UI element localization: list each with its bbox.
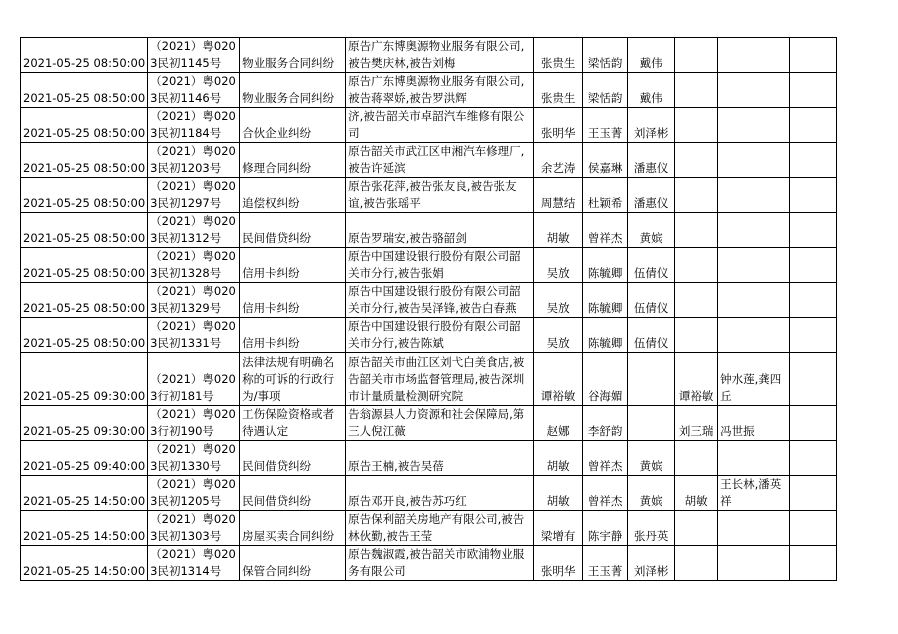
clerk-cell[interactable]: 李舒韵: [583, 406, 628, 441]
table-row[interactable]: [21, 178, 837, 213]
extra-column-1-cell[interactable]: [675, 143, 718, 178]
assistant-cell[interactable]: 潘惠仪: [628, 178, 675, 213]
parties-cell[interactable]: 原告广东博奥源物业服务有限公司,被告蒋翠娇,被告罗洪辉: [346, 73, 534, 108]
extra-column-1-cell[interactable]: [675, 511, 718, 546]
parties-cell[interactable]: 原告邓开良,被告苏巧红: [346, 476, 534, 511]
extra-column-2-cell[interactable]: [718, 143, 790, 178]
extra-column-2-cell[interactable]: [718, 38, 790, 73]
assistant-cell[interactable]: 刘泽彬: [628, 108, 675, 143]
table-row[interactable]: [21, 546, 837, 581]
parties-cell[interactable]: 原告韶关市武江区申湘汽车修理厂,被告许延滨: [346, 143, 534, 178]
case-cause-cell[interactable]: 追偿权纠纷: [240, 178, 346, 213]
extra-column-1-cell[interactable]: [675, 38, 718, 73]
clerk-cell[interactable]: 曾祥杰: [583, 441, 628, 476]
table-row[interactable]: [21, 476, 837, 511]
extra-column-2-cell[interactable]: [718, 441, 790, 476]
parties-cell[interactable]: 原告王楠,被告吴蓓: [346, 441, 534, 476]
presiding-judge-cell[interactable]: 梁增有: [534, 511, 583, 546]
case-cause-cell[interactable]: 修理合同纠纷: [240, 143, 346, 178]
case-number-cell[interactable]: （2021）粤0203民初1303号: [148, 511, 240, 546]
case-number-cell[interactable]: （2021）粤0203行初181号: [148, 353, 240, 406]
parties-cell[interactable]: 原告保利韶关房地产有限公司,被告林伙勤,被告王莹: [346, 511, 534, 546]
parties-cell[interactable]: 原告罗瑞安,被告骆韶剑: [346, 213, 534, 248]
extra-column-3-cell[interactable]: [790, 248, 837, 283]
presiding-judge-cell[interactable]: 张明华: [534, 108, 583, 143]
case-cause-cell[interactable]: 物业服务合同纠纷: [240, 38, 346, 73]
hearing-schedule-table: [20, 37, 837, 581]
case-cause-cell[interactable]: 法律法规有明确名称的可诉的行政行为/事项: [240, 353, 346, 406]
extra-column-2-cell[interactable]: 钟水莲,龚四丘: [718, 353, 790, 406]
extra-column-2-cell[interactable]: [718, 283, 790, 318]
parties-cell[interactable]: 济,被告韶关市卓韶汽车维修有限公司: [346, 108, 534, 143]
assistant-cell[interactable]: 刘泽彬: [628, 546, 675, 581]
extra-column-1-cell[interactable]: [675, 73, 718, 108]
extra-column-1-cell[interactable]: [675, 283, 718, 318]
extra-column-1-cell[interactable]: [675, 248, 718, 283]
table-row[interactable]: [21, 38, 837, 73]
extra-column-3-cell[interactable]: [790, 73, 837, 108]
hearing-time-cell[interactable]: 2021-05-25 09:30:00: [21, 353, 148, 406]
extra-column-3-cell[interactable]: [790, 178, 837, 213]
parties-cell[interactable]: 原告韶关市曲江区刘弋白美食店,被告韶关市市场监督管理局,被告深圳市计量质量检测研究院: [346, 353, 534, 406]
assistant-cell[interactable]: [628, 406, 675, 441]
extra-column-3-cell[interactable]: [790, 546, 837, 581]
extra-column-1-cell[interactable]: [675, 318, 718, 353]
clerk-cell[interactable]: 王玉菁: [583, 108, 628, 143]
presiding-judge-cell[interactable]: 赵娜: [534, 406, 583, 441]
presiding-judge-cell[interactable]: 谭裕敏: [534, 353, 583, 406]
presiding-judge-cell[interactable]: 胡敏: [534, 476, 583, 511]
extra-column-2-cell[interactable]: 冯世振: [718, 406, 790, 441]
table-row[interactable]: [21, 283, 837, 318]
presiding-judge-cell[interactable]: 周慧结: [534, 178, 583, 213]
clerk-cell[interactable]: 梁恬韵: [583, 38, 628, 73]
extra-column-2-cell[interactable]: [718, 213, 790, 248]
extra-column-2-cell[interactable]: [718, 511, 790, 546]
extra-column-3-cell[interactable]: [790, 108, 837, 143]
assistant-cell[interactable]: 戴伟: [628, 38, 675, 73]
parties-cell[interactable]: 原告广东博奥源物业服务有限公司,被告樊庆林,被告刘梅: [346, 38, 534, 73]
extra-column-3-cell[interactable]: [790, 511, 837, 546]
case-number-cell[interactable]: （2021）粤0203民初1184号: [148, 108, 240, 143]
assistant-cell[interactable]: 黄嫔: [628, 441, 675, 476]
hearing-time-cell[interactable]: 2021-05-25 09:30:00: [21, 406, 148, 441]
clerk-cell[interactable]: 杜颖希: [583, 178, 628, 213]
table-row[interactable]: [21, 353, 837, 406]
presiding-judge-cell[interactable]: 吴放: [534, 283, 583, 318]
table-row[interactable]: [21, 406, 837, 441]
assistant-cell[interactable]: 伍倩仪: [628, 248, 675, 283]
case-cause-cell[interactable]: 信用卡纠纷: [240, 283, 346, 318]
parties-cell[interactable]: 原告中国建设银行股份有限公司韶关市分行,被告吴泽锋,被告白春燕: [346, 283, 534, 318]
extra-column-3-cell[interactable]: [790, 406, 837, 441]
extra-column-1-cell[interactable]: 谭裕敏: [675, 353, 718, 406]
hearing-time-cell[interactable]: 2021-05-25 08:50:00: [21, 318, 148, 353]
case-cause-cell[interactable]: 合伙企业纠纷: [240, 108, 346, 143]
extra-column-3-cell[interactable]: [790, 441, 837, 476]
case-cause-cell[interactable]: 民间借贷纠纷: [240, 213, 346, 248]
table-row[interactable]: [21, 143, 837, 178]
hearing-time-cell[interactable]: 2021-05-25 09:40:00: [21, 441, 148, 476]
extra-column-3-cell[interactable]: [790, 38, 837, 73]
extra-column-2-cell[interactable]: [718, 73, 790, 108]
case-cause-cell[interactable]: 民间借贷纠纷: [240, 441, 346, 476]
clerk-cell[interactable]: 陈毓卿: [583, 318, 628, 353]
case-cause-cell[interactable]: 信用卡纠纷: [240, 248, 346, 283]
extra-column-3-cell[interactable]: [790, 283, 837, 318]
extra-column-1-cell[interactable]: [675, 108, 718, 143]
assistant-cell[interactable]: 张丹英: [628, 511, 675, 546]
case-number-cell[interactable]: （2021）粤0203民初1145号: [148, 38, 240, 73]
extra-column-2-cell[interactable]: [718, 248, 790, 283]
extra-column-1-cell[interactable]: [675, 213, 718, 248]
case-cause-cell[interactable]: 保管合同纠纷: [240, 546, 346, 581]
presiding-judge-cell[interactable]: 吴放: [534, 318, 583, 353]
extra-column-1-cell[interactable]: 胡敏: [675, 476, 718, 511]
hearing-time-cell[interactable]: 2021-05-25 08:50:00: [21, 283, 148, 318]
assistant-cell[interactable]: 戴伟: [628, 73, 675, 108]
hearing-time-cell[interactable]: 2021-05-25 08:50:00: [21, 248, 148, 283]
parties-cell[interactable]: 原告魏淑霞,被告韶关市欧浦物业服务有限公司: [346, 546, 534, 581]
presiding-judge-cell[interactable]: 余艺涛: [534, 143, 583, 178]
extra-column-1-cell[interactable]: [675, 178, 718, 213]
case-number-cell[interactable]: （2021）粤0203民初1330号: [148, 441, 240, 476]
clerk-cell[interactable]: 谷海媚: [583, 353, 628, 406]
table-row[interactable]: [21, 213, 837, 248]
assistant-cell[interactable]: [628, 353, 675, 406]
parties-cell[interactable]: 告翁源县人力资源和社会保障局,第三人倪江薇: [346, 406, 534, 441]
extra-column-1-cell[interactable]: [675, 546, 718, 581]
hearing-time-cell[interactable]: 2021-05-25 14:50:00: [21, 546, 148, 581]
extra-column-1-cell[interactable]: 刘三瑞: [675, 406, 718, 441]
presiding-judge-cell[interactable]: 胡敏: [534, 213, 583, 248]
table-row[interactable]: [21, 318, 837, 353]
parties-cell[interactable]: 原告张花萍,被告张友良,被告张友谊,被告张瑶平: [346, 178, 534, 213]
case-number-cell[interactable]: （2021）粤0203民初1312号: [148, 213, 240, 248]
assistant-cell[interactable]: 黄嫔: [628, 476, 675, 511]
hearing-time-cell[interactable]: 2021-05-25 08:50:00: [21, 108, 148, 143]
clerk-cell[interactable]: 王玉菁: [583, 546, 628, 581]
hearing-time-cell[interactable]: 2021-05-25 08:50:00: [21, 143, 148, 178]
assistant-cell[interactable]: 伍倩仪: [628, 318, 675, 353]
case-number-cell[interactable]: （2021）粤0203民初1146号: [148, 73, 240, 108]
table-row[interactable]: [21, 108, 837, 143]
case-number-cell[interactable]: （2021）粤0203民初1331号: [148, 318, 240, 353]
assistant-cell[interactable]: 潘惠仪: [628, 143, 675, 178]
table-row[interactable]: [21, 73, 837, 108]
presiding-judge-cell[interactable]: 胡敏: [534, 441, 583, 476]
clerk-cell[interactable]: 侯嘉琳: [583, 143, 628, 178]
case-number-cell[interactable]: （2021）粤0203民初1205号: [148, 476, 240, 511]
assistant-cell[interactable]: 黄嫔: [628, 213, 675, 248]
hearing-time-cell[interactable]: 2021-05-25 08:50:00: [21, 178, 148, 213]
extra-column-3-cell[interactable]: [790, 476, 837, 511]
case-number-cell[interactable]: （2021）粤0203行初190号: [148, 406, 240, 441]
extra-column-3-cell[interactable]: [790, 143, 837, 178]
clerk-cell[interactable]: 梁恬韵: [583, 73, 628, 108]
case-number-cell[interactable]: （2021）粤0203民初1329号: [148, 283, 240, 318]
extra-column-2-cell[interactable]: [718, 318, 790, 353]
case-number-cell[interactable]: （2021）粤0203民初1314号: [148, 546, 240, 581]
extra-column-2-cell[interactable]: [718, 178, 790, 213]
case-cause-cell[interactable]: 民间借贷纠纷: [240, 476, 346, 511]
clerk-cell[interactable]: 曾祥杰: [583, 213, 628, 248]
presiding-judge-cell[interactable]: 吴放: [534, 248, 583, 283]
extra-column-1-cell[interactable]: [675, 441, 718, 476]
parties-cell[interactable]: 原告中国建设银行股份有限公司韶关市分行,被告张娟: [346, 248, 534, 283]
clerk-cell[interactable]: 陈毓卿: [583, 248, 628, 283]
extra-column-3-cell[interactable]: [790, 213, 837, 248]
case-cause-cell[interactable]: 信用卡纠纷: [240, 318, 346, 353]
case-cause-cell[interactable]: 物业服务合同纠纷: [240, 73, 346, 108]
extra-column-3-cell[interactable]: [790, 353, 837, 406]
case-number-cell[interactable]: （2021）粤0203民初1297号: [148, 178, 240, 213]
case-cause-cell[interactable]: 房屋买卖合同纠纷: [240, 511, 346, 546]
table-row[interactable]: [21, 511, 837, 546]
presiding-judge-cell[interactable]: 张贵生: [534, 73, 583, 108]
case-number-cell[interactable]: （2021）粤0203民初1328号: [148, 248, 240, 283]
clerk-cell[interactable]: 陈毓卿: [583, 283, 628, 318]
case-number-cell[interactable]: （2021）粤0203民初1203号: [148, 143, 240, 178]
hearing-time-cell[interactable]: 2021-05-25 08:50:00: [21, 38, 148, 73]
extra-column-2-cell[interactable]: [718, 108, 790, 143]
extra-column-2-cell[interactable]: [718, 546, 790, 581]
table-row[interactable]: [21, 248, 837, 283]
parties-cell[interactable]: 原告中国建设银行股份有限公司韶关市分行,被告陈斌: [346, 318, 534, 353]
hearing-time-cell[interactable]: 2021-05-25 08:50:00: [21, 73, 148, 108]
presiding-judge-cell[interactable]: 张贵生: [534, 38, 583, 73]
extra-column-2-cell[interactable]: 王长林,潘英祥: [718, 476, 790, 511]
hearing-time-cell[interactable]: 2021-05-25 14:50:00: [21, 511, 148, 546]
case-cause-cell[interactable]: 工伤保险资格或者待遇认定: [240, 406, 346, 441]
clerk-cell[interactable]: 曾祥杰: [583, 476, 628, 511]
assistant-cell[interactable]: 伍倩仪: [628, 283, 675, 318]
extra-column-3-cell[interactable]: [790, 318, 837, 353]
clerk-cell[interactable]: 陈宇静: [583, 511, 628, 546]
table-row[interactable]: [21, 441, 837, 476]
presiding-judge-cell[interactable]: 张明华: [534, 546, 583, 581]
hearing-time-cell[interactable]: 2021-05-25 08:50:00: [21, 213, 148, 248]
hearing-time-cell[interactable]: 2021-05-25 14:50:00: [21, 476, 148, 511]
